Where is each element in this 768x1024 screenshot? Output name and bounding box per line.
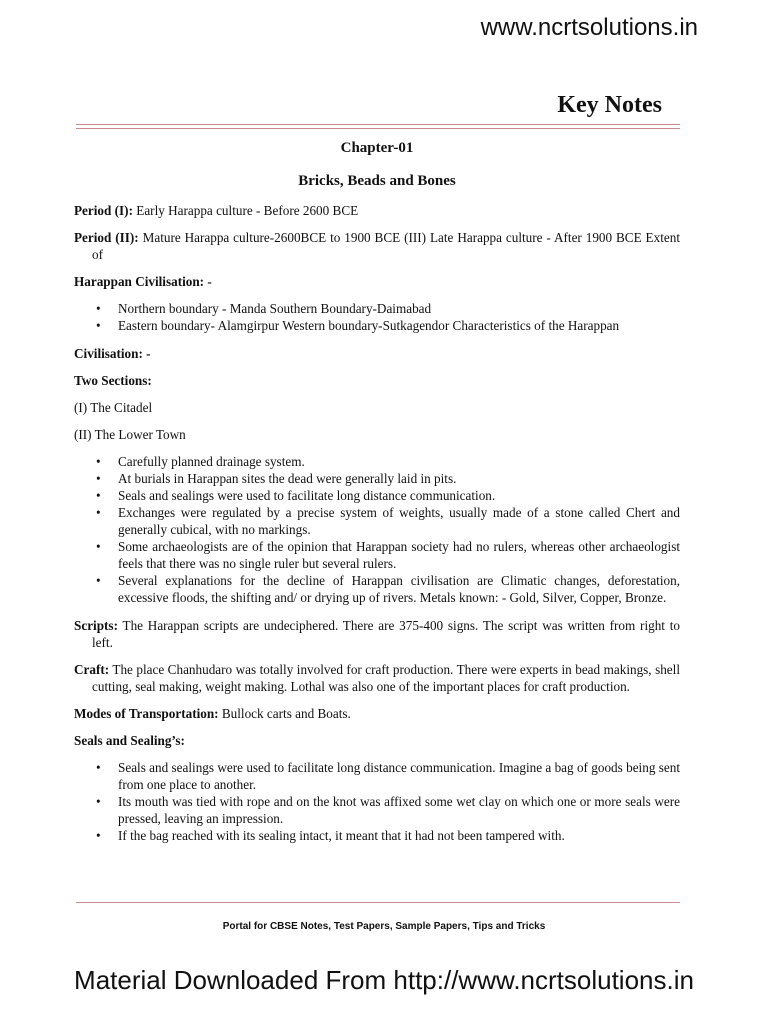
footer-divider xyxy=(76,902,680,903)
list-item: • Its mouth was tied with rope and on the knot was affixed some wet clay on which one or more seals were pressed, leaving an impression. xyxy=(74,793,680,827)
transport-text: Bullock carts and Boats. xyxy=(218,706,351,721)
harappan-civilisation-heading xyxy=(74,273,680,290)
period-2-text: Mature Harappa culture-2600BCE to 1900 BCE (III) Late Harappa culture - After 1900 BCE Extent of xyxy=(92,230,680,262)
chapter-title: Bricks, Beads and Bones xyxy=(298,173,456,189)
harappan-civilisation-label: Harappan Civilisation: - xyxy=(74,274,212,289)
civilisation-heading xyxy=(74,345,680,362)
key-notes-heading: Key Notes xyxy=(557,92,662,118)
portal-footer-text: Portal for CBSE Notes, Test Papers, Sample Papers, Tips and Tricks xyxy=(222,921,546,932)
seals-heading-label: Seals and Sealing’s: xyxy=(74,733,185,748)
two-sections-heading xyxy=(74,372,680,389)
citadel-line: (I) The Citadel xyxy=(74,400,153,415)
features-list xyxy=(74,453,680,606)
list-item: • Seals and sealings were used to facilitate long distance communication. Imagine a bag of goods being sent from one place to another. xyxy=(74,759,680,793)
site-url-header: www.ncrtsolutions.in xyxy=(480,14,698,41)
transport-label: Modes of Transportation: xyxy=(74,706,219,721)
scripts-label: Scripts: xyxy=(74,618,118,633)
craft-label: Craft: xyxy=(74,662,110,677)
seals-list xyxy=(74,759,680,844)
boundaries-list xyxy=(74,300,680,334)
craft-paragraph xyxy=(74,661,680,695)
two-sections-label: Two Sections: xyxy=(74,373,152,388)
scripts-text: The Harappan scripts are undeciphered. There are 375-400 signs. The script was written from right to left. xyxy=(92,618,680,650)
period-2-label: Period (II): xyxy=(74,230,139,245)
scripts-paragraph xyxy=(74,617,680,651)
civilisation-label: Civilisation: - xyxy=(74,346,151,361)
period-1-label: Period (I): xyxy=(74,203,133,218)
list-item: • Exchanges were regulated by a precise system of weights, usually made of a stone called Chert and generally cubical, with no markings. xyxy=(74,504,680,538)
seals-heading xyxy=(74,732,680,749)
list-item: • At burials in Harappan sites the dead were generally laid in pits. xyxy=(74,470,680,487)
period-1 xyxy=(74,202,680,219)
lower-town-line: (II) The Lower Town xyxy=(74,427,186,442)
chapter-number: Chapter-01 xyxy=(340,140,414,156)
list-item: • Several explanations for the decline of Harappan civilisation are Climatic changes, deforestation, excessive floods, the shifting and/ or drying up of rivers. Metals known: - Gold, Silver, Copper, Bronze. xyxy=(74,572,680,606)
transport-paragraph xyxy=(74,705,680,722)
craft-text: The place Chanhudaro was totally involved for craft production. There were experts in bead makings, shell cutting, seal making, weight making. Lothal was also one of the important places for craft production. xyxy=(92,662,680,694)
list-item: • Northern boundary - Manda Southern Boundary-Daimabad xyxy=(74,300,680,317)
list-item: • Eastern boundary- Alamgirpur Western boundary-Sutkagendor Characteristics of the Harappan xyxy=(74,317,680,334)
document-body xyxy=(74,138,680,855)
period-1-text: Early Harappa culture - Before 2600 BCE xyxy=(132,203,359,218)
period-2 xyxy=(74,229,680,263)
header-divider xyxy=(76,124,680,129)
list-item: • Seals and sealings were used to facilitate long distance communication. xyxy=(74,487,680,504)
download-footer-url: Material Downloaded From http://www.ncrtsolutions.in xyxy=(74,965,694,995)
list-item: • Some archaeologists are of the opinion that Harappan society had no rulers, whereas other archaeologist feels that there was no single ruler but several rulers. xyxy=(74,538,680,572)
list-item: • Carefully planned drainage system. xyxy=(74,453,680,470)
list-item: • If the bag reached with its sealing intact, it meant that it had not been tampered with. xyxy=(74,827,680,844)
